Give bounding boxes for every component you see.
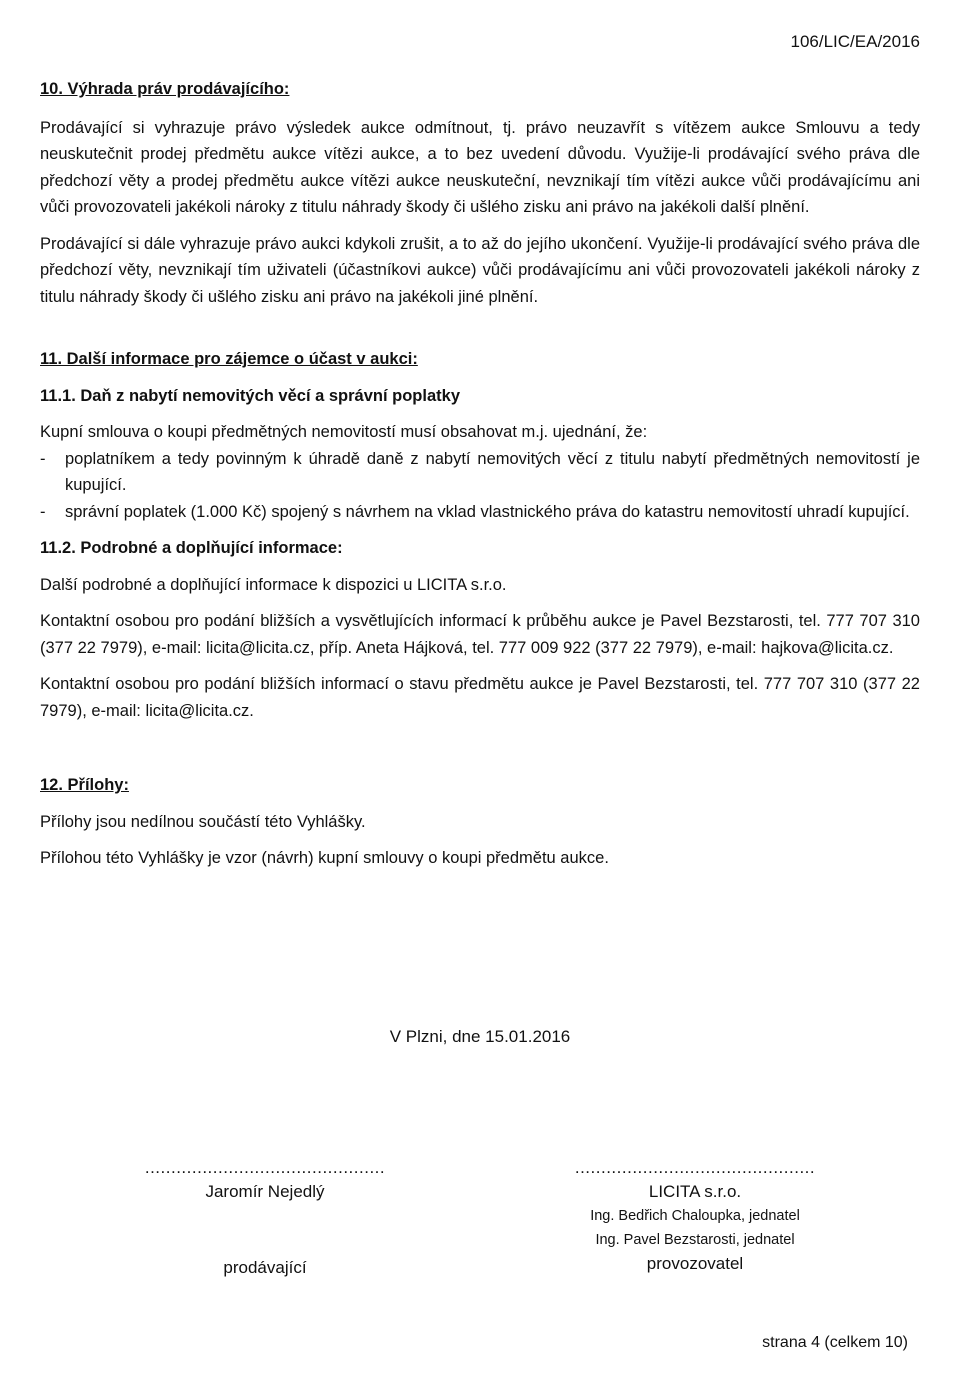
section-12-paragraph-2: Přílohou této Vyhlášky je vzor (návrh) kupní smlouvy o koupi předmětu aukce.: [40, 849, 609, 867]
signatory-role: provozovatel: [646, 1254, 744, 1273]
section-11-1-list: [40, 446, 920, 526]
signatory-name: LICITA s.r.o.: [648, 1182, 742, 1201]
section-11-1-heading: 11.1. Daň z nabytí nemovitých věcí a správní poplatky: [40, 386, 460, 405]
section-11-2-paragraph-3: Kontaktní osobou pro podání bližších informací o stavu předmětu aukce je Pavel Bezstarosti, tel. 777 707 310 (377 22 7979), e-mail: licita@licita.cz.: [40, 675, 920, 720]
place-and-date: V Plzni, dne 15.01.2016: [389, 1027, 571, 1046]
section-12-paragraph-1: Přílohy jsou nedílnou součástí této Vyhlášky.: [40, 812, 366, 831]
section-10-paragraph-1: Prodávající si vyhrazuje právo výsledek aukce odmítnout, tj. právo neuzavřít s vítězem aukce Smlouvu a tedy neuskutečnit prodej předmětu aukce vítězi aukce, a to bez uvedení důvodu. Využije-li prodávající svého práva dle předchozí věty a prodej předmětu aukce vítězi aukce neuskuteční, nevznikají tím vítězi aukce vůči prodávajícímu ani vůči provozovateli jakékoli nároky z titulu náhrady škody či ušlého zisku ani právo na jakékoli další plnění.: [40, 118, 920, 216]
document-reference-number: 106/LIC/EA/2016: [790, 32, 920, 51]
document-body: [40, 76, 920, 872]
signatory-name: Jaromír Nejedlý: [205, 1182, 325, 1201]
section-11-2-heading: 11.2. Podrobné a doplňující informace:: [40, 539, 343, 557]
signature-line: ..............................................: [144, 1158, 386, 1177]
list-item: - poplatníkem a tedy povinným k úhradě daně z nabytí nemovitých věcí z titulu nabytí předmětných nemovitostí je kupující.: [40, 446, 920, 499]
signature-block-operator: [566, 1156, 824, 1276]
section-11-heading: 11. Další informace pro zájemce o účast v aukci:: [40, 350, 418, 368]
section-10-heading: 10. Výhrada práv prodávajícího:: [40, 80, 290, 98]
section-10-paragraph-2: Prodávající si dále vyhrazuje právo aukci kdykoli zrušit, a to až do jejího ukončení. Využije-li prodávající svého práva dle předchozí věty, nevznikají tím uživateli (účastníkovi aukce) vůči prodávajícímu ani vůči provozovateli jakékoli nároky z titulu náhrady škody či ušlého zisku ani právo na jakékoli jiné plnění.: [40, 234, 920, 306]
signature-block-seller: [138, 1156, 392, 1280]
signature-line: ..............................................: [574, 1158, 816, 1177]
section-11-2-paragraph-1: Další podrobné a doplňující informace k dispozici u LICITA s.r.o.: [40, 575, 507, 594]
section-12-heading: 12. Přílohy:: [40, 776, 129, 794]
section-11-1-intro: Kupní smlouva o koupi předmětných nemovitostí musí obsahovat m.j. ujednání, že:: [40, 423, 648, 441]
list-item: - správní poplatek (1.000 Kč) spojený s návrhem na vklad vlastnického práva do katastru nemovitostí uhradí kupující.: [40, 499, 920, 526]
signatory-detail-2: Ing. Pavel Bezstarosti, jednatel: [595, 1232, 795, 1248]
page-number: strana 4 (celkem 10): [762, 1334, 908, 1351]
signatory-detail-1: Ing. Bedřich Chaloupka, jednatel: [590, 1208, 800, 1224]
signatory-role: prodávající: [223, 1258, 307, 1277]
section-11-2-paragraph-2: Kontaktní osobou pro podání bližších a vysvětlujících informací k průběhu aukce je Pavel Bezstarosti, tel. 777 707 310 (377 22 7979), e-mail: licita@licita.cz, příp. Aneta Hájková, tel. 777 009 922 (377 22 7979), e-mail: hajkova@licita.cz.: [40, 612, 920, 657]
